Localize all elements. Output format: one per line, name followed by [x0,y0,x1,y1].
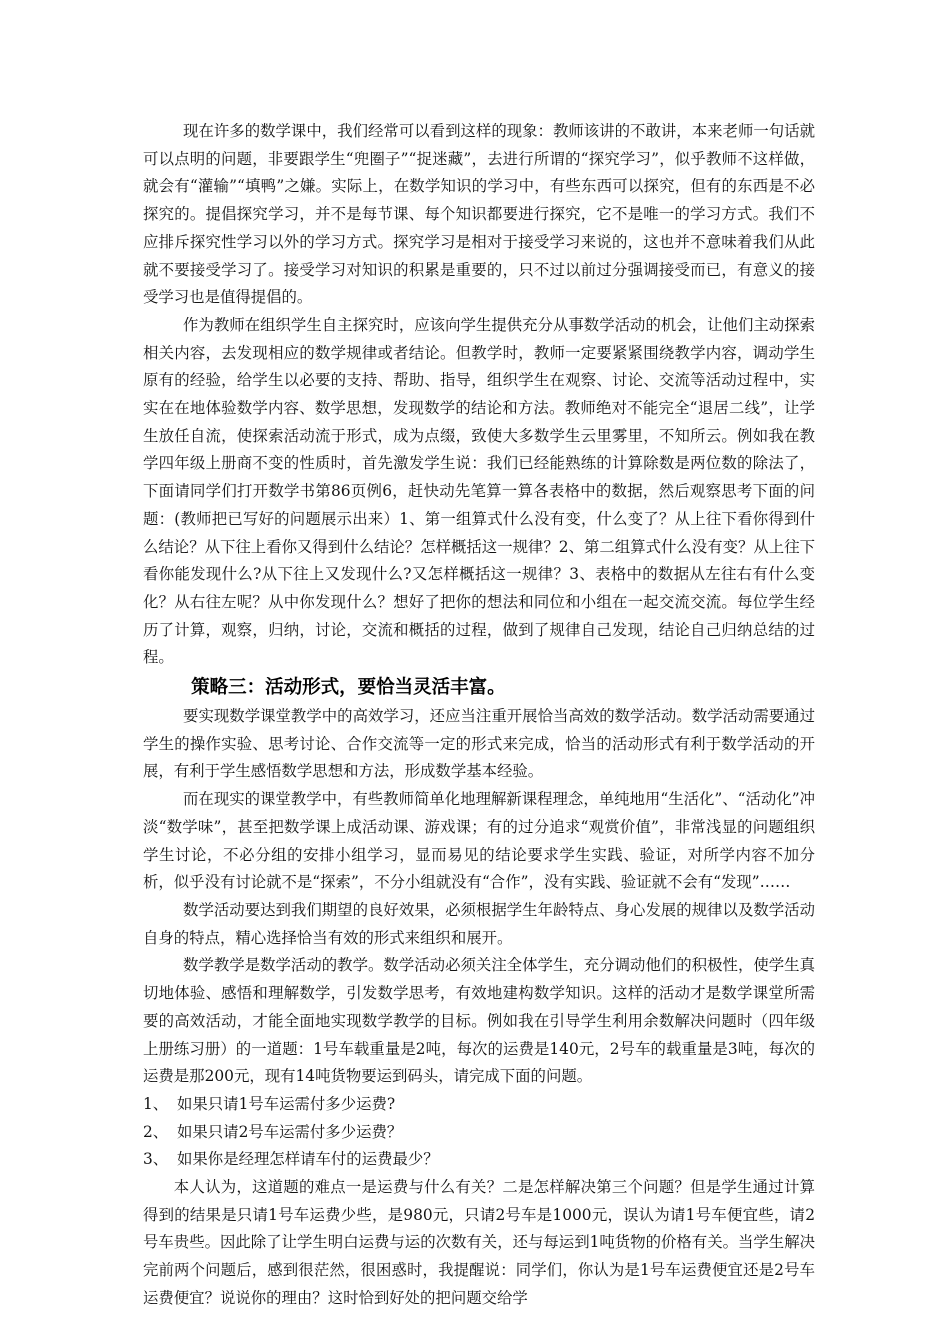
list-item-text: 如果只请2号车运需付多少运费？ [177,1122,403,1141]
list-item-number: 3、 [143,1150,169,1169]
list-item [143,1119,815,1147]
section-heading-strategy-three: 策略三：活动形式，要恰当灵活丰富。 [191,677,506,699]
paragraph-expected-effect: 数学活动要达到我们期望的良好效果，必须根据学生年龄特点、身心发展的规律以及数学活动自身的特点，精心选择恰当有效的形式来组织和展开。 [143,900,815,947]
document-body [143,118,815,1313]
paragraph-inquiry-learning: 现在许多的数学课中，我们经常可以看到这样的现象：教师该讲的不敢讲，本来老师一句话就可以点明的问题，非要跟学生“兜圈子”“捉迷藏”，去进行所谓的“探究学习”，似乎教师不这样做，就会有“灌输”“填鸭”之嫌。实际上，在数学知识的学习中，有些东西可以探究，但有的东西是不必探究的。提倡探究学习，并不是每节课、每个知识都要进行探究，它不是唯一的学习方式。我们不应排斥探究性学习以外的学习方式。探究学习是相对于接受学习来说的，这也并不意味着我们从此就不要接受学习了。接受学习对知识的积累是重要的，只不过以前过分强调接受而已，有意义的接受学习也是值得提倡的。 [143,122,815,307]
paragraph-teacher-guidance: 作为教师在组织学生自主探究时，应该向学生提供充分从事数学活动的机会，让他们主动探索相关内容，去发现相应的数学规律或者结论。但教学时，教师一定要紧紧围绕教学内容，调动学生原有的经验，给学生以必要的支持、帮助、指导，组织学生在观察、讨论、交流等活动过程中，实实在在地体验数学内容、数学思想，发现数学的结论和方法。教师绝对不能完全“退居二线”，让学生放任自流，使探索活动流于形式，成为点缀，致使大多数学生云里雾里，不知所云。例如我在教学四年级上册商不变的性质时，首先激发学生说：我们已经能熟练的计算除数是两位数的除法了，下面请同学们打开数学书第86页例6，赶快动先笔算一算各表格中的数据，然后观察思考下面的问题：(教师把已写好的问题展示出来）1、第一组算式什么没有变，什么变了？从上往下看你得到什么结论？从下往上看你又得到什么结论？怎样概括这一规律？2、第二组算式什么没有变？从上往下看你能发现什么?从下往上又发现什么?又怎样概括这一规律？3、表格中的数据从左往右有什么变化？从右往左呢？从中你发现什么？想好了把你的想法和同位和小组在一起交流交流。每位学生经历了计算，观察，归纳，讨论，交流和概括的过程，做到了规律自己发现，结论自己归纳总结的过程。 [143,315,815,667]
list-item [143,1091,815,1119]
paragraph-difficulty-analysis: 本人认为，这道题的难点一是运费与什么有关？二是怎样解决第三个问题？但是学生通过计算得到的结果是只请1号车运费少些，是980元，只请2号车是1000元，误认为请1号车便宜些，请2号车贵些。因此除了让学生明白运费与运的次数有关，还与每运到1吨货物的价格有关。当学生解决完前两个问题后，感到很茫然，很困惑时，我提醒说：同学们，你认为是1号车运费便宜还是2号车运费便宜？说说你的理由？这时恰到好处的把问题交给学 [143,1178,815,1307]
paragraph-math-activity-example: 数学教学是数学活动的教学。数学活动必须关注全体学生，充分调动他们的积极性，使学生真切地体验、感悟和理解数学，引发数学思考，有效地建构数学知识。这样的活动才是数学课堂所需要的高效活动，才能全面地实现数学教学的目标。例如我在引导学生利用余数解决问题时（四年级上册练习册）的一道题：1号车载重量是2吨，每次的运费是140元，2号车的载重量是3吨，每次的运费是那200元，现有14吨货物要运到码头，请完成下面的问题。 [143,956,815,1086]
list-item-text: 如果你是经理怎样请车付的运费最少？ [177,1150,439,1169]
list-item-number: 1、 [143,1094,169,1113]
paragraph-classroom-reality: 而在现实的课堂教学中，有些教师简单化地理解新课程理念，单纯地用“生活化”、“活动化”冲淡“数学味”，甚至把数学课上成活动课、游戏课；有的过分追求“观赏价值”，非常浅显的问题组织学生讨论，不必分组的安排小组学习，显而易见的结论要求学生实践、验证，对所学内容不加分析，似乎没有讨论就不是“探索”，不分小组就没有“合作”，没有实践、验证就不会有“发现”…… [143,790,815,892]
list-item-number: 2、 [143,1122,169,1141]
paragraph-activity-forms: 要实现数学课堂教学中的高效学习，还应当注重开展恰当高效的数学活动。数学活动需要通过学生的操作实验、思考讨论、合作交流等一定的形式来完成，恰当的活动形式有利于数学活动的开展，有利于学生感悟数学思想和方法，形成数学基本经验。 [143,707,815,781]
list-item-text: 如果只请1号车运需付多少运费? [177,1094,396,1113]
list-item [143,1146,815,1174]
